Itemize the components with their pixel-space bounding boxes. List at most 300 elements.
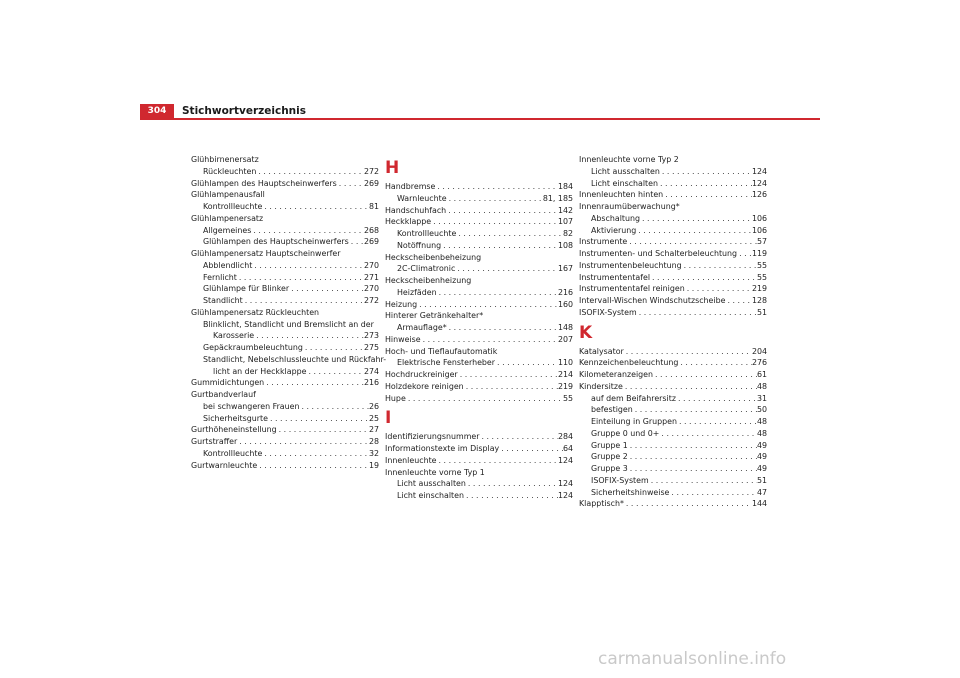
dot-leader	[640, 213, 752, 225]
entry-label: Notöffnung	[397, 240, 442, 250]
index-entry	[385, 490, 573, 502]
entry-label: Rückleuchten	[203, 166, 257, 176]
dot-leader	[737, 248, 752, 260]
dot-leader	[479, 431, 557, 443]
entry-label: ISOFIX-System	[591, 475, 649, 485]
entry-label: Kindersitze	[579, 381, 623, 391]
entry-label: Licht ausschalten	[397, 479, 466, 489]
dot-leader	[678, 357, 752, 369]
entry-label: Identifizierungsnummer	[385, 432, 480, 442]
entry-label: Innenraumüberwachung*	[579, 202, 680, 211]
index-entry	[191, 354, 387, 366]
entry-page-number: 126	[751, 190, 767, 200]
entry-label: Instrumententafel	[579, 272, 651, 282]
index-entry	[385, 310, 573, 322]
index-entry	[579, 189, 767, 201]
entry-label: Gurtstraffer	[191, 437, 238, 446]
index-entry	[191, 424, 379, 436]
dot-leader	[237, 436, 369, 448]
entry-page-number: 19	[368, 460, 379, 470]
index-entry	[191, 330, 379, 342]
section-letter-i: I	[385, 408, 392, 429]
dot-leader	[636, 225, 752, 237]
entry-page-number: 26	[368, 401, 379, 411]
dot-leader	[456, 228, 563, 240]
entry-label: befestigen	[591, 405, 633, 415]
entry-label: Abblendlicht	[203, 260, 253, 270]
page-title: Stichwortverzeichnis	[182, 105, 306, 117]
index-entry	[579, 440, 767, 452]
index-column-1	[191, 154, 387, 471]
entry-label: Kennzeichenbeleuchtung	[579, 358, 679, 368]
entry-label: Fernlicht	[203, 272, 237, 282]
entry-page-number: 273	[363, 331, 379, 341]
entries-k	[579, 346, 767, 511]
dot-leader	[464, 490, 558, 502]
entry-label: Glühlampenersatz Rückleuchten	[191, 307, 320, 317]
dot-leader	[663, 189, 752, 201]
entries-h	[385, 181, 573, 404]
dot-leader	[237, 272, 364, 284]
index-column-2	[385, 154, 573, 502]
entry-label: Glühbirnenersatz	[191, 155, 259, 164]
entry-page-number: 270	[363, 260, 379, 270]
entry-page-number: 61	[756, 370, 767, 379]
entry-label: licht an der Heckklappe	[213, 366, 307, 376]
entry-page-number: 214	[557, 370, 573, 379]
index-entry	[191, 342, 379, 354]
entry-page-number: 55	[756, 260, 767, 270]
entry-label: Glühlampenausfall	[191, 190, 265, 200]
entry-page-number: 49	[756, 464, 767, 473]
entry-label: Kilometeranzeigen	[579, 370, 654, 379]
index-entry	[579, 498, 767, 510]
index-entry	[191, 236, 379, 248]
entries-i	[385, 431, 573, 502]
entry-label: Gurthöheneinstellung	[191, 425, 277, 435]
dot-leader	[437, 455, 558, 467]
entry-label: Hochdruckreiniger	[385, 370, 458, 379]
entry-page-number: 167	[557, 264, 573, 274]
entry-page-number: 106	[751, 213, 767, 223]
entry-page-number: 48	[756, 428, 767, 438]
entry-page-number: 272	[363, 166, 379, 176]
index-entry	[579, 357, 767, 369]
dot-leader	[628, 440, 757, 452]
entry-page-number: 31	[756, 393, 767, 403]
dot-leader	[653, 369, 757, 381]
entry-label: Hinweise	[385, 334, 421, 344]
entry-label: Innenleuchten hinten	[579, 190, 664, 200]
dot-leader	[624, 498, 752, 510]
index-entry	[579, 225, 767, 237]
entry-label: Heckscheibenbeheizung	[385, 252, 482, 262]
entry-label: Instrumente	[579, 237, 628, 247]
entry-label: Glühlampenersatz	[191, 213, 264, 223]
entry-label: Katalysator	[579, 346, 624, 356]
entry-page-number: 51	[756, 307, 767, 317]
page-header	[140, 104, 306, 118]
index-entry	[579, 428, 767, 440]
entry-page-number: 64	[562, 444, 573, 453]
entry-page-number: 184	[557, 182, 573, 191]
entry-label: Hinterer Getränkehalter*	[385, 311, 484, 321]
entry-label: bei schwangeren Frauen	[203, 401, 300, 411]
dot-leader	[628, 463, 757, 475]
index-entry	[191, 272, 379, 284]
index-entry	[191, 436, 379, 448]
index-entry	[191, 307, 379, 319]
entry-page-number: 49	[756, 452, 767, 462]
index-entry	[385, 287, 573, 299]
entry-label: Glühlampe für Blinker	[203, 284, 290, 294]
dot-leader	[262, 201, 369, 213]
entry-label: Instrumentenbeleuchtung	[579, 260, 682, 270]
entry-page-number: 276	[751, 358, 767, 368]
entry-page-number: 32	[368, 448, 379, 458]
dot-leader	[669, 487, 757, 499]
entry-label: Holzdekore reinigen	[385, 381, 464, 391]
dot-leader	[447, 322, 558, 334]
entry-label: Gruppe 0 und 0+	[591, 428, 660, 438]
entry-page-number: 275	[363, 343, 379, 352]
entry-label: Gummidichtungen	[191, 378, 265, 388]
entry-page-number: 124	[751, 178, 767, 188]
index-entry	[385, 431, 573, 443]
index-entry	[191, 283, 379, 295]
dot-leader	[676, 393, 757, 405]
entry-label: Allgemeines	[203, 225, 252, 235]
entry-page-number: 128	[751, 296, 767, 305]
entry-page-number: 270	[363, 284, 379, 294]
entry-label: Abschaltung	[591, 213, 640, 223]
index-entry	[579, 201, 767, 213]
index-entry	[579, 346, 767, 358]
dot-leader	[627, 236, 757, 248]
index-entry	[579, 154, 767, 166]
dot-leader	[725, 295, 751, 307]
entry-page-number: 268	[363, 225, 379, 235]
entry-label: Kontrollleuchte	[203, 448, 263, 458]
dot-leader	[300, 401, 369, 413]
dot-leader	[437, 287, 558, 299]
entry-label: Handbremse	[385, 182, 436, 191]
index-entry	[579, 381, 767, 393]
entry-label: 2C-Climatronic	[397, 264, 456, 274]
entry-page-number: 49	[756, 440, 767, 450]
entry-page-number: 269	[363, 178, 379, 188]
entry-label: Kontrollleuchte	[397, 229, 457, 238]
index-entry	[385, 467, 573, 479]
index-entry	[579, 369, 767, 381]
index-entry	[385, 455, 573, 467]
entry-label: Sicherheitsgurte	[203, 413, 268, 423]
entry-page-number: 204	[751, 346, 767, 356]
entry-label: Heizfäden	[397, 287, 437, 297]
index-entry	[385, 478, 573, 490]
entry-label: Karosserie	[213, 331, 255, 341]
entry-page-number: 144	[751, 499, 767, 509]
dot-leader	[637, 307, 757, 319]
index-entry	[579, 451, 767, 463]
entry-page-number: 124	[751, 166, 767, 176]
dot-leader	[677, 416, 757, 428]
entry-label: auf dem Beifahrersitz	[591, 393, 676, 403]
entry-page-number: 269	[363, 237, 379, 247]
page-number-badge: 304	[140, 104, 174, 118]
index-entry	[385, 443, 573, 455]
entry-label: Standlicht, Nebelschlussleuchte und Rückfahr-	[203, 354, 387, 364]
dot-leader	[447, 193, 543, 205]
entry-label: Licht einschalten	[397, 491, 465, 500]
index-entry	[385, 193, 573, 205]
index-entry	[191, 189, 379, 201]
header-divider	[140, 118, 820, 120]
entry-label: Instrumententafel reinigen	[579, 284, 685, 294]
entry-label: Heizung	[385, 299, 418, 309]
entry-label: Hupe	[385, 393, 406, 403]
index-entry	[385, 357, 573, 369]
dot-leader	[660, 166, 752, 178]
dot-leader	[458, 369, 558, 381]
index-entry	[191, 154, 379, 166]
dot-leader	[682, 260, 757, 272]
entry-label: Gurtbandverlauf	[191, 390, 256, 399]
index-entry	[191, 201, 379, 213]
entry-page-number: 110	[557, 358, 573, 368]
entry-label: Warnleuchte	[397, 193, 447, 203]
dot-leader	[435, 181, 558, 193]
index-entry	[191, 377, 379, 389]
dot-leader	[303, 342, 364, 354]
index-entry	[385, 381, 573, 393]
index-entry	[191, 401, 379, 413]
dot-leader	[455, 263, 558, 275]
section-letter-h: H	[385, 158, 400, 178]
entry-page-number: 124	[557, 455, 573, 465]
entry-label: Innenleuchte vorne Typ 2	[579, 155, 679, 164]
entry-page-number: 274	[363, 366, 379, 376]
entry-label: Gurtwarnleuchte	[191, 460, 258, 470]
index-entry	[191, 448, 379, 460]
entry-page-number: 27	[368, 425, 379, 435]
entry-label: Heckscheibenheizung	[385, 276, 472, 285]
dot-leader	[289, 283, 364, 295]
entry-label: Licht ausschalten	[591, 166, 660, 176]
index-entry	[191, 166, 379, 178]
index-entry	[579, 463, 767, 475]
dot-leader	[349, 236, 364, 248]
dot-leader	[257, 460, 369, 472]
entry-label: ISOFIX-System	[579, 307, 637, 317]
entry-page-number: 82	[562, 229, 573, 238]
dot-leader	[254, 330, 364, 342]
index-entry	[579, 393, 767, 405]
entry-label: Licht einschalten	[591, 178, 659, 188]
entry-label: Handschuhfach	[385, 205, 447, 215]
index-entry	[191, 389, 379, 401]
entry-label: Gepäckraumbeleuchtung	[203, 343, 303, 352]
index-entry	[385, 228, 573, 240]
entry-label: Instrumenten- und Schalterbeleuchtung	[579, 249, 738, 258]
dot-leader	[649, 475, 757, 487]
entry-page-number: 81, 185	[542, 193, 573, 203]
index-entry	[385, 346, 573, 358]
dot-leader	[417, 299, 558, 311]
entry-page-number: 148	[557, 323, 573, 332]
index-entry	[579, 213, 767, 225]
index-entry	[191, 319, 379, 331]
dot-leader	[421, 334, 558, 346]
entry-label: Gruppe 2	[591, 452, 628, 462]
index-entry	[385, 334, 573, 346]
entry-label: Gruppe 3	[591, 464, 628, 473]
entry-label: Glühlampenersatz Hauptscheinwerfer	[191, 249, 341, 258]
entry-label: Heckklappe	[385, 217, 432, 227]
entry-page-number: 124	[557, 491, 573, 500]
dot-leader	[658, 178, 752, 190]
index-entry	[191, 178, 379, 190]
entries-i-continued	[579, 154, 767, 319]
entry-label: Sicherheitshinweise	[591, 487, 670, 497]
index-entry	[579, 236, 767, 248]
dot-leader	[499, 443, 563, 455]
dot-leader	[251, 225, 364, 237]
dot-leader	[495, 357, 558, 369]
entry-page-number: 107	[557, 217, 573, 227]
dot-leader	[337, 178, 364, 190]
entry-page-number: 272	[363, 296, 379, 305]
dot-leader	[262, 448, 369, 460]
dot-leader	[243, 295, 364, 307]
entry-page-number: 55	[756, 272, 767, 282]
dot-leader	[441, 240, 558, 252]
entry-page-number: 55	[562, 393, 573, 403]
dot-leader	[264, 377, 364, 389]
index-entry	[579, 166, 767, 178]
dot-leader	[252, 260, 364, 272]
index-entry	[579, 260, 767, 272]
index-entry	[385, 252, 573, 264]
dot-leader	[623, 381, 757, 393]
index-entry	[385, 369, 573, 381]
entry-page-number: 57	[756, 237, 767, 247]
index-entry	[191, 366, 379, 378]
section-letter-k: K	[579, 322, 593, 343]
entry-label: Gruppe 1	[591, 440, 628, 450]
dot-leader	[466, 478, 558, 490]
entry-page-number: 108	[557, 240, 573, 250]
index-entry	[191, 460, 379, 472]
index-entry	[191, 248, 379, 260]
entry-page-number: 124	[557, 479, 573, 489]
index-entry	[385, 275, 573, 287]
dot-leader	[256, 166, 364, 178]
index-entry	[579, 283, 767, 295]
entry-label: Glühlampen des Hauptscheinwerfers	[191, 178, 337, 188]
dot-leader	[306, 366, 363, 378]
dot-leader	[268, 413, 369, 425]
entry-page-number: 47	[756, 487, 767, 497]
entry-label: Hoch- und Tieflaufautomatik	[385, 346, 498, 356]
index-entry	[191, 225, 379, 237]
entry-page-number: 216	[363, 378, 379, 388]
index-entry	[385, 263, 573, 275]
index-entry	[385, 393, 573, 405]
dot-leader	[659, 428, 757, 440]
index-entry	[191, 295, 379, 307]
entry-page-number: 219	[751, 284, 767, 294]
index-entry	[579, 178, 767, 190]
index-entry	[385, 299, 573, 311]
entry-label: Einteilung in Gruppen	[591, 417, 677, 426]
dot-leader	[277, 424, 369, 436]
index-entry	[579, 475, 767, 487]
entry-label: Aktivierung	[591, 225, 637, 235]
entry-page-number: 216	[557, 287, 573, 297]
watermark: carmanualsonline.info	[598, 649, 787, 669]
dot-leader	[464, 381, 558, 393]
entry-label: Intervall-Wischen Windschutzscheibe	[579, 296, 726, 305]
entry-page-number: 160	[557, 299, 573, 309]
dot-leader	[685, 283, 752, 295]
entry-page-number: 50	[756, 405, 767, 415]
entry-label: Blinklicht, Standlicht und Bremslicht an der	[203, 319, 374, 329]
entry-label: Glühlampen des Hauptscheinwerfers	[203, 237, 349, 247]
entry-label: Klapptisch*	[579, 499, 624, 509]
dot-leader	[406, 393, 563, 405]
index-entry	[579, 295, 767, 307]
index-entry	[191, 213, 379, 225]
index-entry	[579, 272, 767, 284]
dot-leader	[628, 451, 757, 463]
index-entry	[385, 216, 573, 228]
index-entry	[579, 307, 767, 319]
entry-page-number: 81	[368, 202, 379, 211]
entry-page-number: 106	[751, 225, 767, 235]
index-entry	[385, 240, 573, 252]
index-entry	[191, 413, 379, 425]
dot-leader	[431, 216, 558, 228]
entry-page-number: 25	[368, 413, 379, 423]
index-entry	[191, 260, 379, 272]
index-entry	[579, 416, 767, 428]
index-entry	[579, 404, 767, 416]
entry-page-number: 48	[756, 381, 767, 391]
entry-page-number: 219	[557, 381, 573, 391]
entry-label: Armauflage*	[397, 323, 447, 332]
entry-page-number: 142	[557, 205, 573, 215]
entry-label: Elektrische Fensterheber	[397, 358, 496, 368]
entry-page-number: 48	[756, 417, 767, 426]
entry-label: Standlicht	[203, 296, 243, 305]
index-entry	[385, 322, 573, 334]
entry-page-number: 207	[557, 334, 573, 344]
index-entry	[579, 487, 767, 499]
entry-page-number: 51	[756, 475, 767, 485]
index-entry	[579, 248, 767, 260]
index-entry	[385, 181, 573, 193]
index-entry	[385, 205, 573, 217]
entry-page-number: 284	[557, 432, 573, 442]
entry-label: Kontrollleuchte	[203, 202, 263, 211]
dot-leader	[624, 346, 752, 358]
entry-label: Innenleuchte	[385, 455, 437, 465]
entry-label: Innenleuchte vorne Typ 1	[385, 467, 485, 477]
dot-leader	[650, 272, 757, 284]
dot-leader	[633, 404, 757, 416]
entry-page-number: 119	[751, 249, 767, 258]
